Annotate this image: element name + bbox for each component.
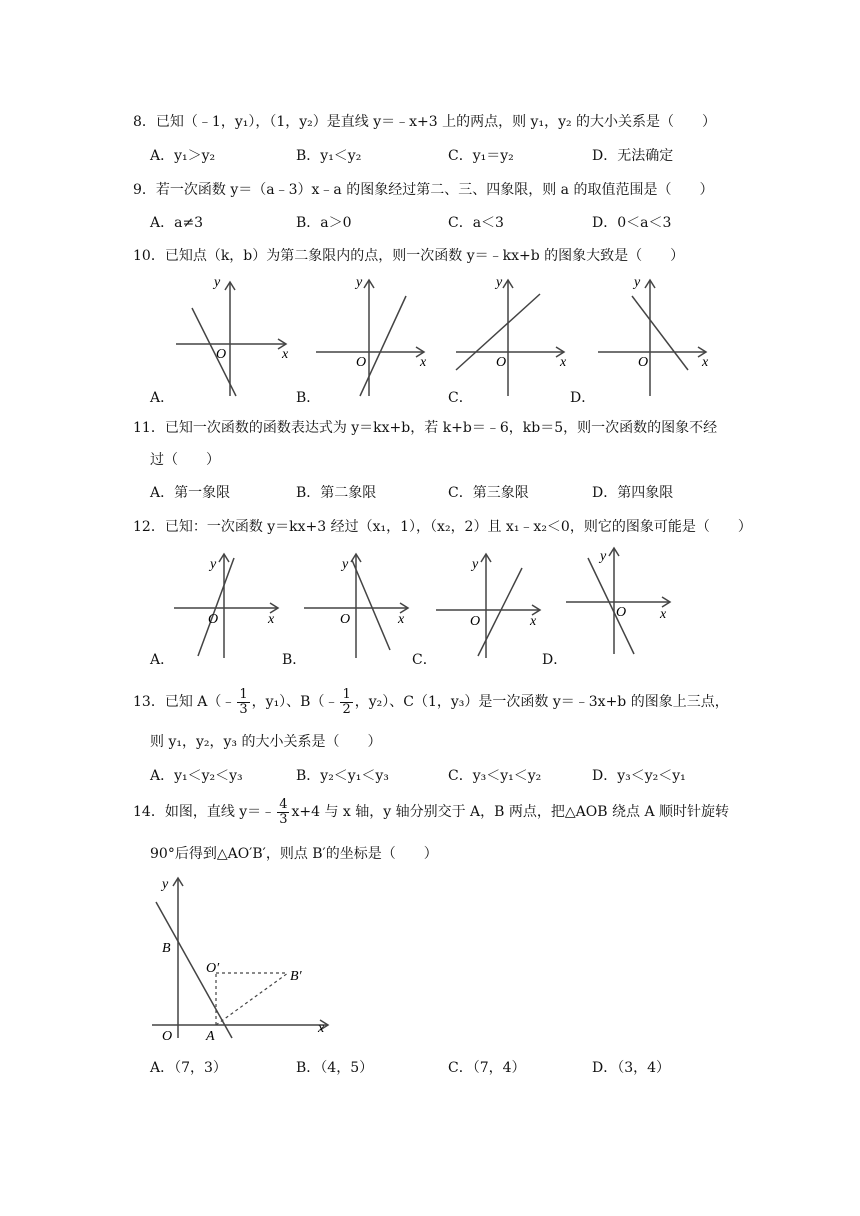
q14-option-b[interactable]: B．（4，5） — [296, 1060, 374, 1076]
q13-stem-line2: 则 y₁，y₂，y₃ 的大小关系是（ ） — [150, 734, 382, 750]
q10-graph-d — [594, 272, 724, 402]
q8-option-a[interactable]: A．y₁＞y₂ — [150, 148, 216, 164]
q14-frac-den: 3 — [279, 811, 288, 827]
q12a-y-label: y — [210, 557, 217, 572]
q10a-x-label: x — [282, 347, 289, 362]
q14-point-b1-label: B′ — [290, 969, 302, 984]
q12b-x-label: x — [398, 612, 405, 627]
q13-fraction-1 — [237, 688, 249, 717]
q12c-x-label: x — [530, 614, 537, 629]
q10c-x-label: x — [560, 355, 567, 370]
q12c-y-label: y — [472, 557, 479, 572]
q13-frac1-den: 3 — [239, 701, 248, 717]
q13-option-d[interactable]: D．y₃＜y₂＜y₁ — [592, 768, 686, 784]
q14-origin-label: O — [162, 1029, 173, 1044]
q14-stem-prefix: 14．如图，直线 y＝﹣ — [133, 804, 276, 820]
q13-stem-mid1: ，y₁）、B（﹣ — [251, 694, 339, 710]
q10-label-a[interactable]: A． — [150, 390, 175, 406]
q10d-x-label: x — [702, 355, 709, 370]
q12b-y-label: y — [342, 557, 349, 572]
q12-graph-b — [302, 548, 422, 668]
q14-point-a-label: A — [206, 1029, 215, 1044]
q10-graph-a — [170, 272, 300, 402]
q11-stem-line1: 11．已知一次函数的函数表达式为 y＝kx+b，若 k+b＝﹣6，kb＝5，则一次函数的图象不经 — [133, 420, 718, 436]
q10d-origin-label: O — [638, 355, 649, 370]
q12a-x-label: x — [268, 612, 275, 627]
q10c-origin-label: O — [496, 355, 507, 370]
q13-frac1-num: 1 — [239, 686, 248, 702]
q12d-origin-label: O — [616, 605, 627, 620]
q13-frac2-den: 2 — [342, 701, 351, 717]
q14-point-b-label: B — [162, 941, 171, 956]
q10-graph-b — [312, 272, 442, 402]
q12-label-c[interactable]: C． — [412, 652, 437, 668]
q11-option-a[interactable]: A．第一象限 — [150, 485, 231, 501]
q14-option-c[interactable]: C．（7，4） — [448, 1060, 526, 1076]
q10b-y-label: y — [356, 275, 363, 290]
q14-figure — [148, 872, 338, 1042]
q10-label-c[interactable]: C． — [448, 390, 473, 406]
q8-stem: 8．已知（﹣1，y₁），（1，y₂）是直线 y＝﹣x+3 上的两点，则 y₁，y₂ 的大小关系是（ ） — [133, 114, 717, 130]
q10a-y-label: y — [214, 275, 221, 290]
q11-option-b[interactable]: B．第二象限 — [296, 485, 377, 501]
q13-option-a[interactable]: A．y₁＜y₂＜y₃ — [150, 768, 243, 784]
q13-fraction-2 — [340, 688, 352, 717]
q12c-origin-label: O — [470, 614, 481, 629]
q10c-y-label: y — [496, 275, 503, 290]
q14-y-label: y — [162, 877, 169, 892]
q10-graph-c — [452, 272, 582, 402]
q13-stem-prefix: 13．已知 A（﹣ — [133, 694, 236, 710]
q13-stem-line1 — [133, 682, 729, 722]
q8-option-c[interactable]: C．y₁＝y₂ — [448, 148, 514, 164]
q10a-origin-label: O — [216, 347, 227, 362]
q13-option-c[interactable]: C．y₃＜y₁＜y₂ — [448, 768, 542, 784]
q10-label-d[interactable]: D． — [570, 390, 596, 406]
q8-option-d[interactable]: D．无法确定 — [592, 148, 674, 164]
q14-frac-num: 4 — [279, 796, 288, 812]
q14-option-a[interactable]: A．（7，3） — [150, 1060, 227, 1076]
q13-frac2-num: 1 — [342, 686, 351, 702]
q12-stem: 12．已知：一次函数 y＝kx+3 经过（x₁，1），（x₂，2）且 x₁﹣x₂＜0，则它的图象可能是（ ） — [133, 519, 752, 535]
q14-fraction — [277, 798, 289, 827]
q10b-x-label: x — [420, 355, 427, 370]
q9-option-d[interactable]: D．0＜a＜3 — [592, 215, 672, 231]
q11-option-c[interactable]: C．第三象限 — [448, 485, 529, 501]
q14-x-label: x — [318, 1021, 325, 1036]
q12-label-d[interactable]: D． — [542, 652, 568, 668]
q9-option-a[interactable]: A．a≠3 — [150, 215, 204, 231]
q14-stem-line2: 90°后得到△AO′B′，则点 B′的坐标是（ ） — [150, 846, 438, 862]
q12d-y-label: y — [600, 549, 607, 564]
q12a-origin-label: O — [208, 612, 219, 627]
q12d-x-label: x — [660, 607, 667, 622]
q11-option-d[interactable]: D．第四象限 — [592, 485, 674, 501]
q10-label-b[interactable]: B． — [296, 390, 321, 406]
q13-option-b[interactable]: B．y₂＜y₁＜y₃ — [296, 768, 389, 784]
q14-point-o1-label: O′ — [206, 961, 220, 976]
q13-stem-mid2: ，y₂）、C（1，y₃）是一次函数 y＝﹣3x+b 的图象上三点， — [354, 694, 729, 710]
q11-stem-line2: 过（ ） — [150, 452, 220, 468]
q9-option-c[interactable]: C．a＜3 — [448, 215, 504, 231]
q8-option-b[interactable]: B．y₁＜y₂ — [296, 148, 362, 164]
q14-option-d[interactable]: D．（3，4） — [592, 1060, 671, 1076]
q12-graph-a — [172, 548, 292, 668]
q10b-origin-label: O — [356, 355, 367, 370]
q9-option-b[interactable]: B．a＞0 — [296, 215, 352, 231]
q10d-y-label: y — [634, 275, 641, 290]
q12-label-b[interactable]: B． — [282, 652, 307, 668]
q12-graph-d — [564, 544, 684, 664]
q14-stem-suffix: x+4 与 x 轴，y 轴分别交于 A，B 两点，把△AOB 绕点 A 顺时针旋转 — [291, 804, 730, 820]
q10-stem: 10．已知点（k，b）为第二象限内的点，则一次函数 y＝﹣kx+b 的图象大致是（ ） — [133, 248, 685, 264]
q9-stem: 9．若一次函数 y＝（a﹣3）x﹣a 的图象经过第二、三、四象限，则 a 的取值范围是（ ） — [133, 182, 714, 198]
q12-label-a[interactable]: A． — [150, 652, 175, 668]
q14-stem-line1 — [133, 792, 729, 832]
q12-graph-c — [434, 548, 554, 668]
q12b-origin-label: O — [340, 612, 351, 627]
